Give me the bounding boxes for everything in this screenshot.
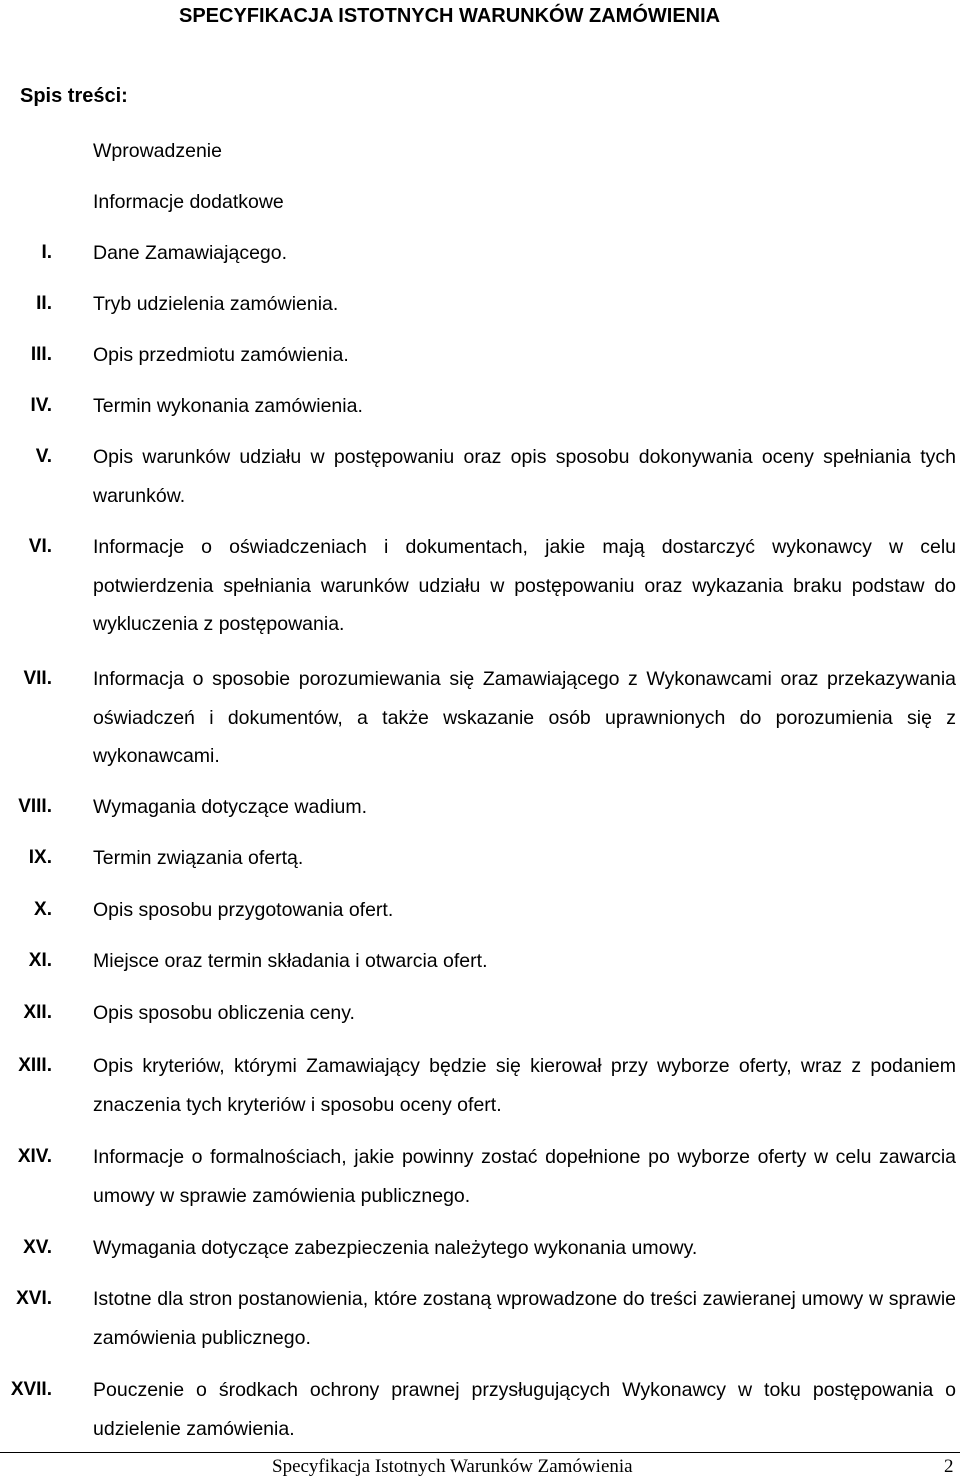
toc-heading: Spis treści:	[20, 85, 128, 107]
toc-item-number: XIII.	[18, 1055, 52, 1076]
toc-item-text: Tryb udzielenia zamówienia.	[93, 293, 339, 315]
toc-item-number: II.	[36, 293, 52, 314]
toc-item-number: I.	[41, 242, 52, 263]
toc-item-text: Pouczenie o środkach ochrony prawnej przysługujących Wykonawcy w toku postępowania o udzielenie zamówienia.	[93, 1379, 956, 1440]
document-title: SPECYFIKACJA ISTOTNYCH WARUNKÓW ZAMÓWIENIA	[179, 5, 721, 27]
toc-item-text: Opis sposobu obliczenia ceny.	[93, 1002, 355, 1024]
toc-item-text: Opis sposobu przygotowania ofert.	[93, 899, 394, 921]
toc-item-number: V.	[35, 446, 52, 467]
toc-item-text: Opis kryteriów, którymi Zamawiający będzie się kierował przy wyborze oferty, wraz z podaniem znaczenia tych kryteriów i sposobu oceny ofert.	[93, 1055, 956, 1116]
toc-item-number: XI.	[28, 950, 52, 971]
page-footer	[0, 1452, 960, 1481]
toc-item-number: VII.	[23, 668, 52, 689]
toc-item-number: VI.	[28, 536, 52, 557]
footer-title: Specyfikacja Istotnych Warunków Zamówienia	[272, 1456, 633, 1477]
toc-item-number: VIII.	[18, 796, 52, 817]
toc-item-number: X.	[34, 899, 52, 920]
toc-item-number: XIV.	[17, 1146, 52, 1167]
toc-item-text: Miejsce oraz termin składania i otwarcia ofert.	[93, 950, 488, 972]
page-number: 2	[944, 1456, 954, 1477]
toc-item-text: Wymagania dotyczące wadium.	[93, 796, 368, 818]
toc-item-number: XV.	[23, 1237, 52, 1258]
toc-item-number: III.	[30, 344, 52, 365]
toc-item-number: XVI.	[16, 1288, 52, 1309]
toc-item-text: Opis przedmiotu zamówienia.	[93, 344, 349, 366]
toc-item-number: XVII.	[10, 1379, 52, 1400]
toc-item-text: Istotne dla stron postanowienia, które zostaną wprowadzone do treści zawieranej umowy w sprawie zamówienia publicznego.	[93, 1288, 956, 1349]
toc-item-text: Informacje dodatkowe	[93, 191, 284, 213]
toc-item-text: Informacje o formalnościach, jakie powinny zostać dopełnione po wyborze oferty w celu zawarcia umowy w sprawie zamówienia publicznego.	[93, 1146, 956, 1207]
toc-item-text: Wymagania dotyczące zabezpieczenia należytego wykonania umowy.	[93, 1237, 698, 1259]
toc-item-text: Opis warunków udziału w postępowaniu oraz opis sposobu dokonywania oceny spełniania tych warunków.	[93, 446, 956, 507]
toc-item-number: IX.	[28, 847, 52, 868]
toc-item-number: IV.	[30, 395, 52, 416]
toc-item-text: Termin związania ofertą.	[93, 847, 304, 869]
toc-item-text: Termin wykonania zamówienia.	[93, 395, 363, 417]
toc-item-text: Wprowadzenie	[93, 140, 222, 162]
toc-item-text: Informacja o sposobie porozumiewania się Zamawiającego z Wykonawcami oraz przekazywania oświadczeń i dokumentów, a także wskazanie osób uprawnionych do porozumienia się z wykonawcami.	[93, 668, 956, 767]
toc-item-text: Informacje o oświadczeniach i dokumentach, jakie mają dostarczyć wykonawcy w celu potwierdzenia spełniania warunków udziału w postępowaniu oraz wykazania braku podstaw do wykluczenia z postępowania.	[93, 536, 956, 635]
toc-item-text: Dane Zamawiającego.	[93, 242, 288, 264]
toc-item-number: XII.	[23, 1002, 52, 1023]
